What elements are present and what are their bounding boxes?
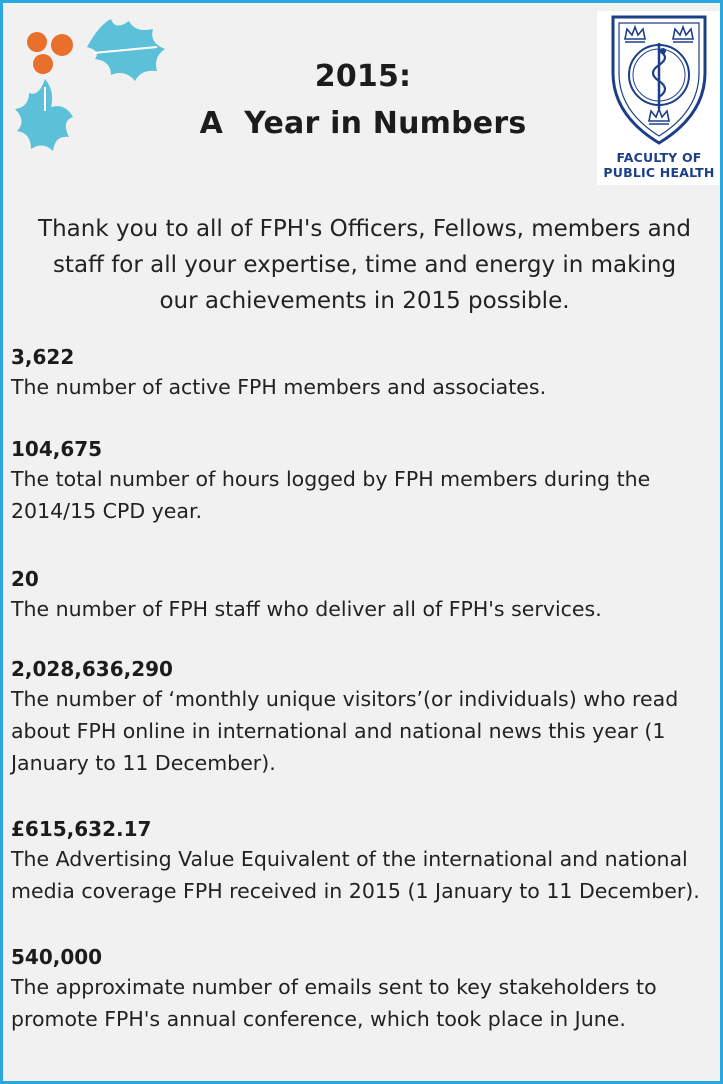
stat-value: £615,632.17: [11, 817, 152, 841]
stat-item: [11, 943, 711, 1035]
logo-text-line-1: FACULTY OF: [616, 150, 702, 165]
stat-item: [11, 655, 711, 779]
stat-description: The Advertising Value Equivalent of the international and national media coverage FPH received in 2015 (1 January to 11 December).: [11, 847, 700, 903]
berry-3: [33, 54, 53, 74]
stat-description: The approximate number of emails sent to key stakeholders to promote FPH's annual conference, which took place in June.: [11, 975, 657, 1031]
stat-item: [11, 435, 711, 527]
stat-description: The number of FPH staff who deliver all of FPH's services.: [11, 597, 602, 621]
stat-item: [11, 565, 602, 625]
intro-paragraph: Thank you to all of FPH's Officers, Fellows, members and staff for all your expertise, time and energy in making our achievements in 2015 possible.: [38, 216, 691, 314]
logo-text: [597, 150, 721, 180]
stat-item: [11, 343, 546, 403]
logo-text-line-2: PUBLIC HEALTH: [603, 165, 715, 180]
stat-description: The total number of hours logged by FPH members during the 2014/15 CPD year.: [11, 467, 651, 523]
berry-2: [51, 34, 73, 56]
stat-value: 540,000: [11, 945, 103, 969]
stat-value: 3,622: [11, 345, 75, 369]
berry-1: [27, 32, 47, 52]
stat-value: 2,028,636,290: [11, 657, 173, 681]
stat-description: The number of active FPH members and associates.: [11, 375, 547, 399]
stat-value: 104,675: [11, 437, 103, 461]
stat-value: 20: [11, 567, 39, 591]
page-title: [143, 53, 583, 147]
fph-crest-icon: [597, 11, 721, 149]
stat-description: The number of ‘monthly unique visitors’(or individuals) who read about FPH online in international and national news this year (1 January to 11 December).: [11, 687, 679, 775]
stat-item: [11, 815, 711, 907]
fph-logo: [597, 11, 721, 185]
title-line-1: 2015:: [314, 59, 412, 94]
title-line-2: A Year in Numbers: [199, 106, 527, 141]
